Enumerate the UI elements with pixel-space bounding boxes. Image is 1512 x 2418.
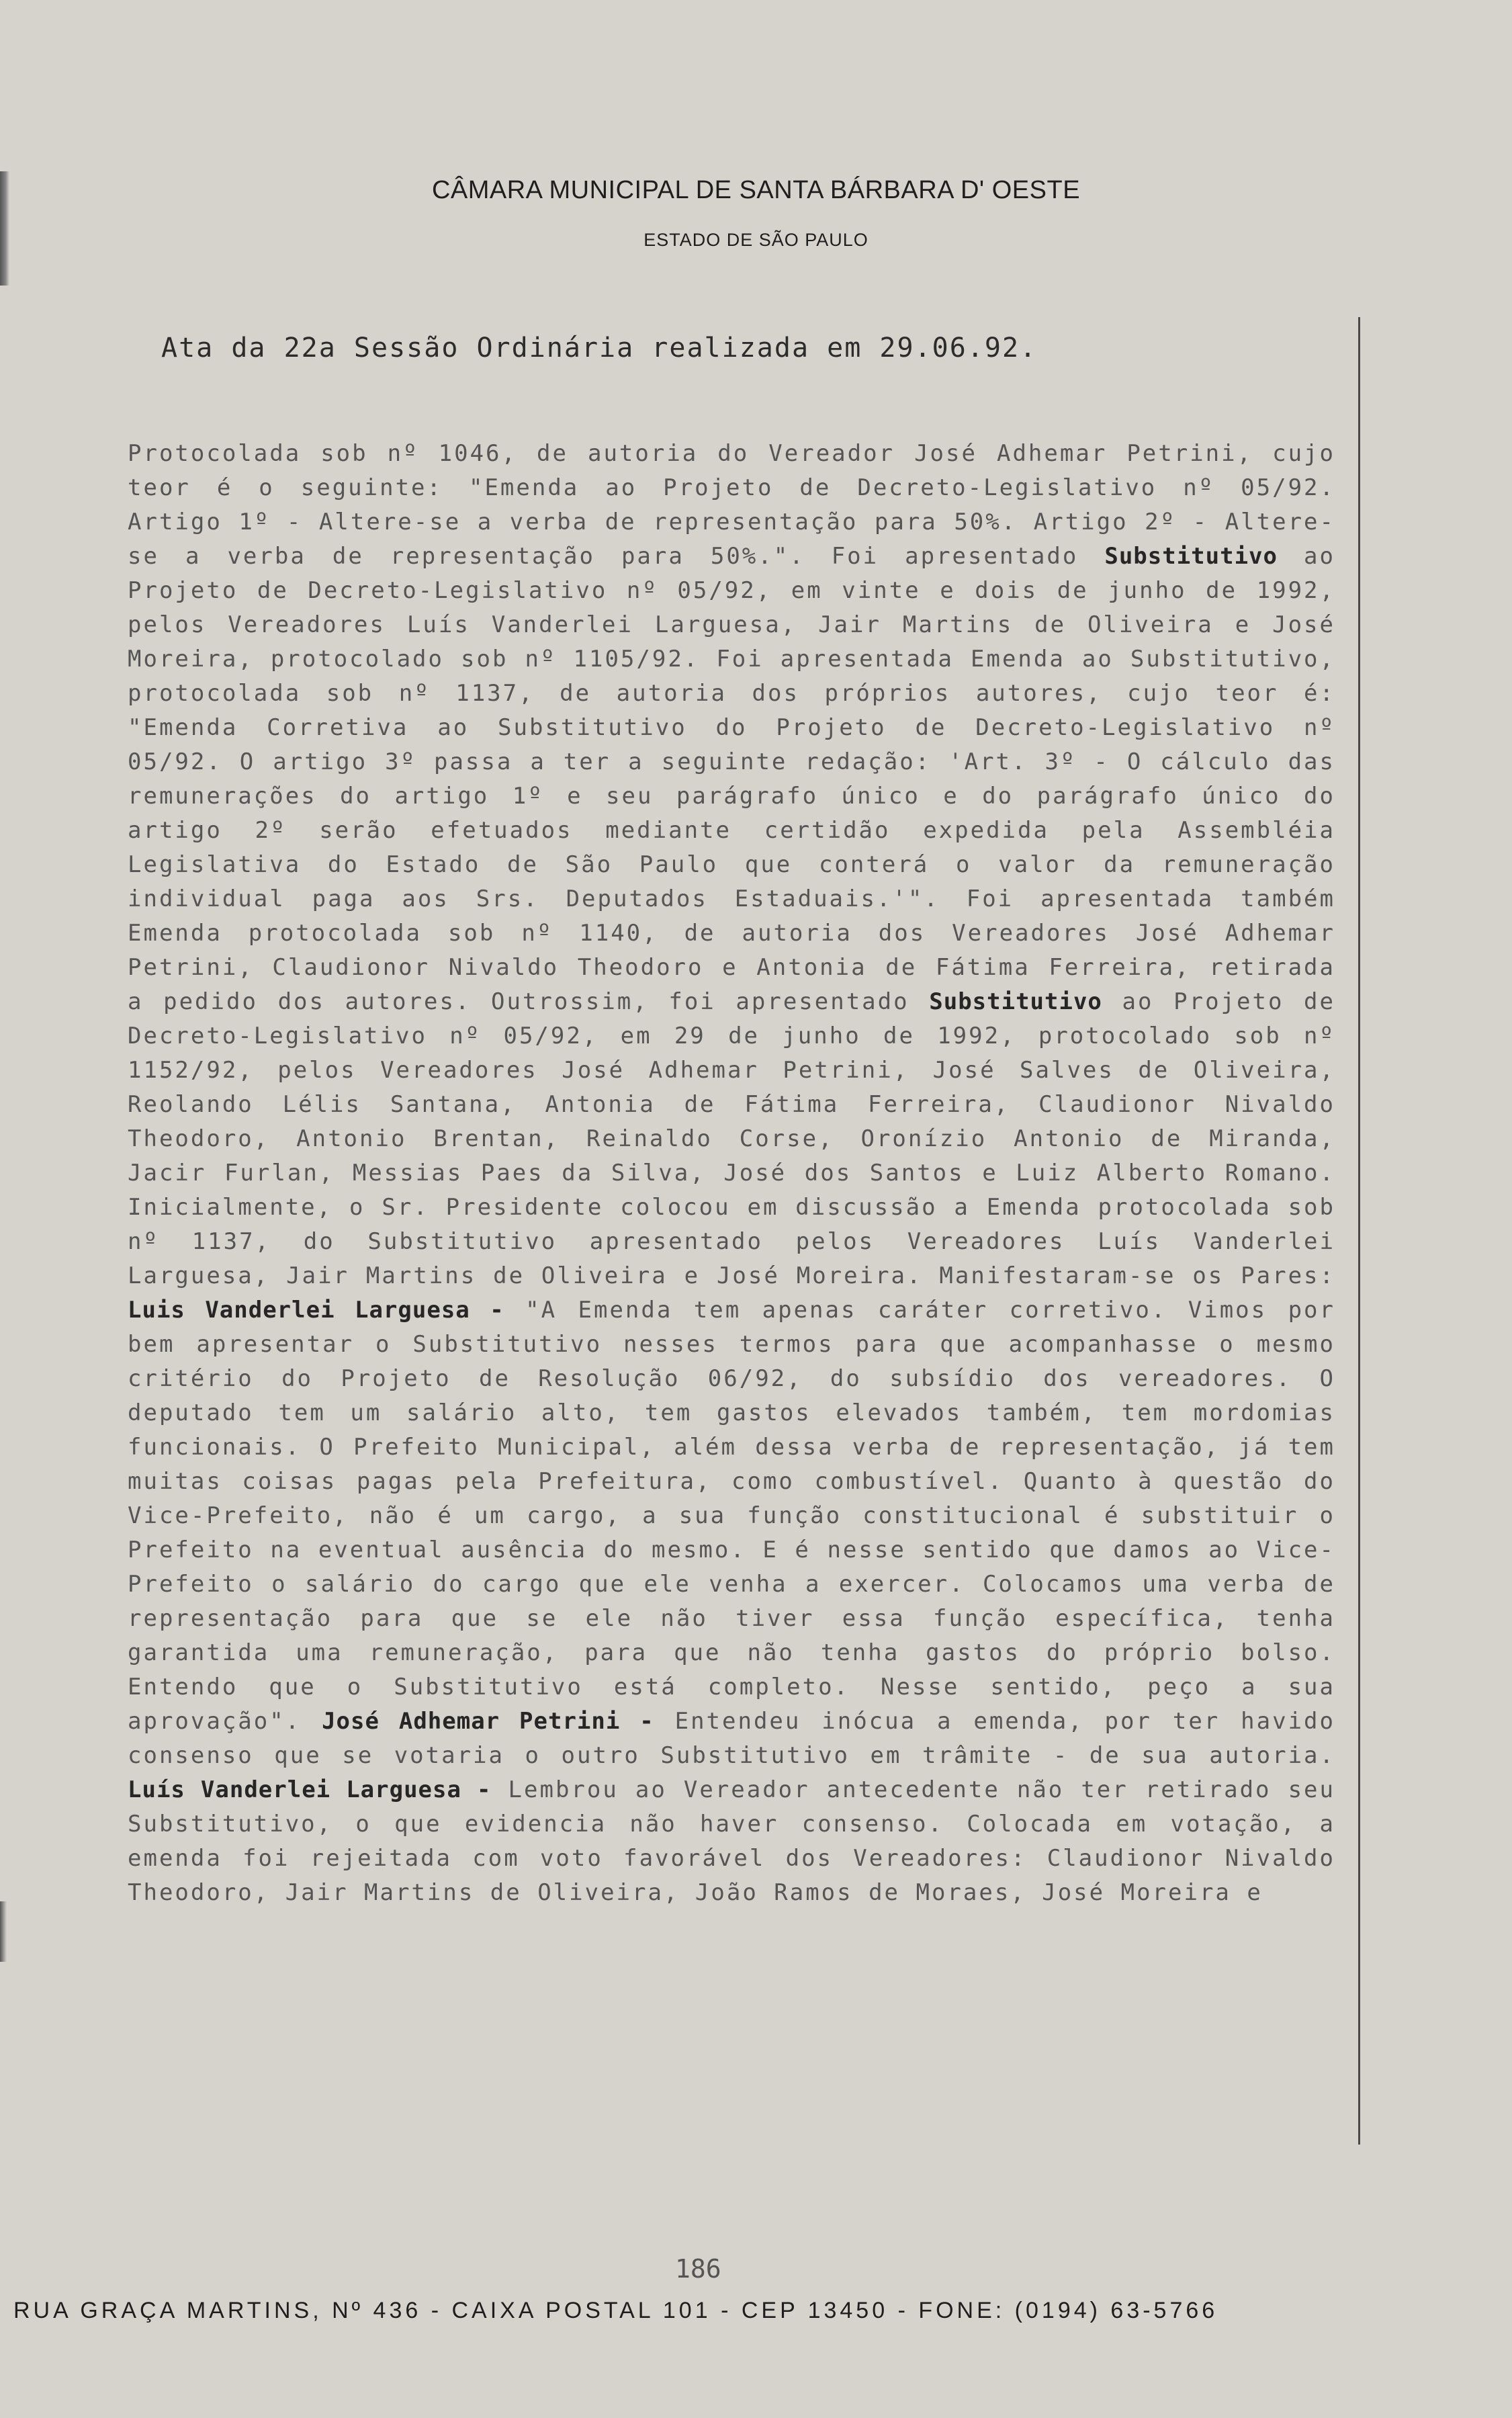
speaker-name: Luís Vanderlei Larguesa - (128, 1776, 492, 1803)
speaker-name: José Adhemar Petrini - (322, 1708, 654, 1735)
letterhead-chamber: CÂMARA MUNICIPAL DE SANTA BÁRBARA D' OESTE (431, 176, 1081, 204)
body-text: Entendeu inócua a emenda, por ter havido consenso que se votaria o outro Substitutivo em trâmite - de sua autoria. (128, 1708, 1335, 1769)
body-emphasis: Substitutivo (1104, 543, 1278, 570)
body-paragraph (128, 437, 1335, 1910)
page-number: 186 (675, 2254, 721, 2284)
body-text: Lembrou ao Vereador antecedente não ter retirado seu Substitutivo, o que evidencia não haver consenso. Colocada em votação, a emenda foi rejeitada com voto favorável dos Vereadores: Claudionor Nivaldo Theodoro, Jair Martins de Oliveira, João Ramos de Moraes, José Moreira e (128, 1776, 1335, 1906)
body-text: ao Projeto de Decreto-Legislativo nº 05/92, em vinte e dois de junho de 1992, pelos Vereadores Luís Vanderlei Larguesa, Jair Martins de Oliveira e José Moreira, protocolado sob nº 1105/92. Foi apresentada Emenda ao Substitutivo, protocolada sob nº 1137, de autoria dos próprios autores, cujo teor é: "Emenda Corretiva ao Substitutivo do Projeto de Decreto-Legislativo nº 05/92. O artigo 3º passa a ter a seguinte redação: 'Art. 3º - O cálculo das remunerações do artigo 1º e seu parágrafo único e do parágrafo único do artigo 2º serão efetuados mediante certidão expedida pela Assembléia Legislativa do Estado de São Paulo que conterá o valor da remuneração individual paga aos Srs. Deputados Estaduais.'". Foi apresentada também Emenda protocolada sob nº 1140, de autoria dos Vereadores José Adhemar Petrini, Claudionor Nivaldo Theodoro e Antonia de Fátima Ferreira, retirada a pedido dos autores. Outrossim, foi apresentado (128, 543, 1335, 1015)
footer-address: RUA GRAÇA MARTINS, Nº 436 - CAIXA POSTAL 101 - CEP 13450 - FONE: (0194) 63-5766 (13, 2298, 1218, 2323)
minutes-title: Ata da 22a Sessão Ordinária realizada em 29.06.92. (161, 333, 1038, 363)
speaker-name: Luis Vanderlei Larguesa - (128, 1297, 504, 1324)
body-text: "A Emenda tem apenas caráter corretivo. Vimos por bem apresentar o Substitutivo nesses termos para que acompanhasse o mesmo critério do Projeto de Resolução 06/92, do subsídio dos vereadores. O deputado tem um salário alto, tem gastos elevados também, tem mordomias funcionais. O Prefeito Municipal, além dessa verba de representação, já tem muitas coisas pagas pela Prefeitura, como combustível. Quanto à questão do Vice-Prefeito, não é um cargo, a sua função constitucional é substituir o Prefeito na eventual ausência do mesmo. E é nesse sentido que damos ao Vice-Prefeito o salário do cargo que ele venha a exercer. Colocamos uma verba de representação para que se ele não tiver essa função específica, tenha garantida uma remuneração, para que não tenha gastos do próprio bolso. Entendo que o Substitutivo está completo. Nesse sentido, peço a sua aprovação". (128, 1297, 1335, 1735)
letterhead-state: ESTADO DE SÃO PAULO (643, 230, 869, 250)
minutes-body (128, 437, 1335, 1910)
body-text: ao Projeto de Decreto-Legislativo nº 05/92, em 29 de junho de 1992, protocolado sob nº 1152/92, pelos Vereadores José Adhemar Petrini, José Salves de Oliveira, Reolando Lélis Santana, Antonia de Fátima Ferreira, Claudionor Nivaldo Theodoro, Antonio Brentan, Reinaldo Corse, Oronízio Antonio de Miranda, Jacir Furlan, Messias Paes da Silva, José dos Santos e Luiz Alberto Romano. Inicialmente, o Sr. Presidente colocou em discussão a Emenda protocolada sob nº 1137, do Substitutivo apresentado pelos Vereadores Luís Vanderlei Larguesa, Jair Martins de Oliveira e José Moreira. Manifestaram-se os Pares: (128, 988, 1336, 1289)
binding-mark-lower (0, 1901, 7, 1962)
body-emphasis: Substitutivo (929, 988, 1102, 1015)
body-text: Protocolada sob nº 1046, de autoria do Vereador José Adhemar Petrini, cujo teor é o seguinte: "Emenda ao Projeto de Decreto-Legislativo nº 05/92. Artigo 1º - Altere-se a verba de representação para 50%. Artigo 2º - Altere-se a verba de representação para 50%.". Foi apresentado (128, 440, 1335, 570)
margin-rule (1358, 317, 1360, 2145)
